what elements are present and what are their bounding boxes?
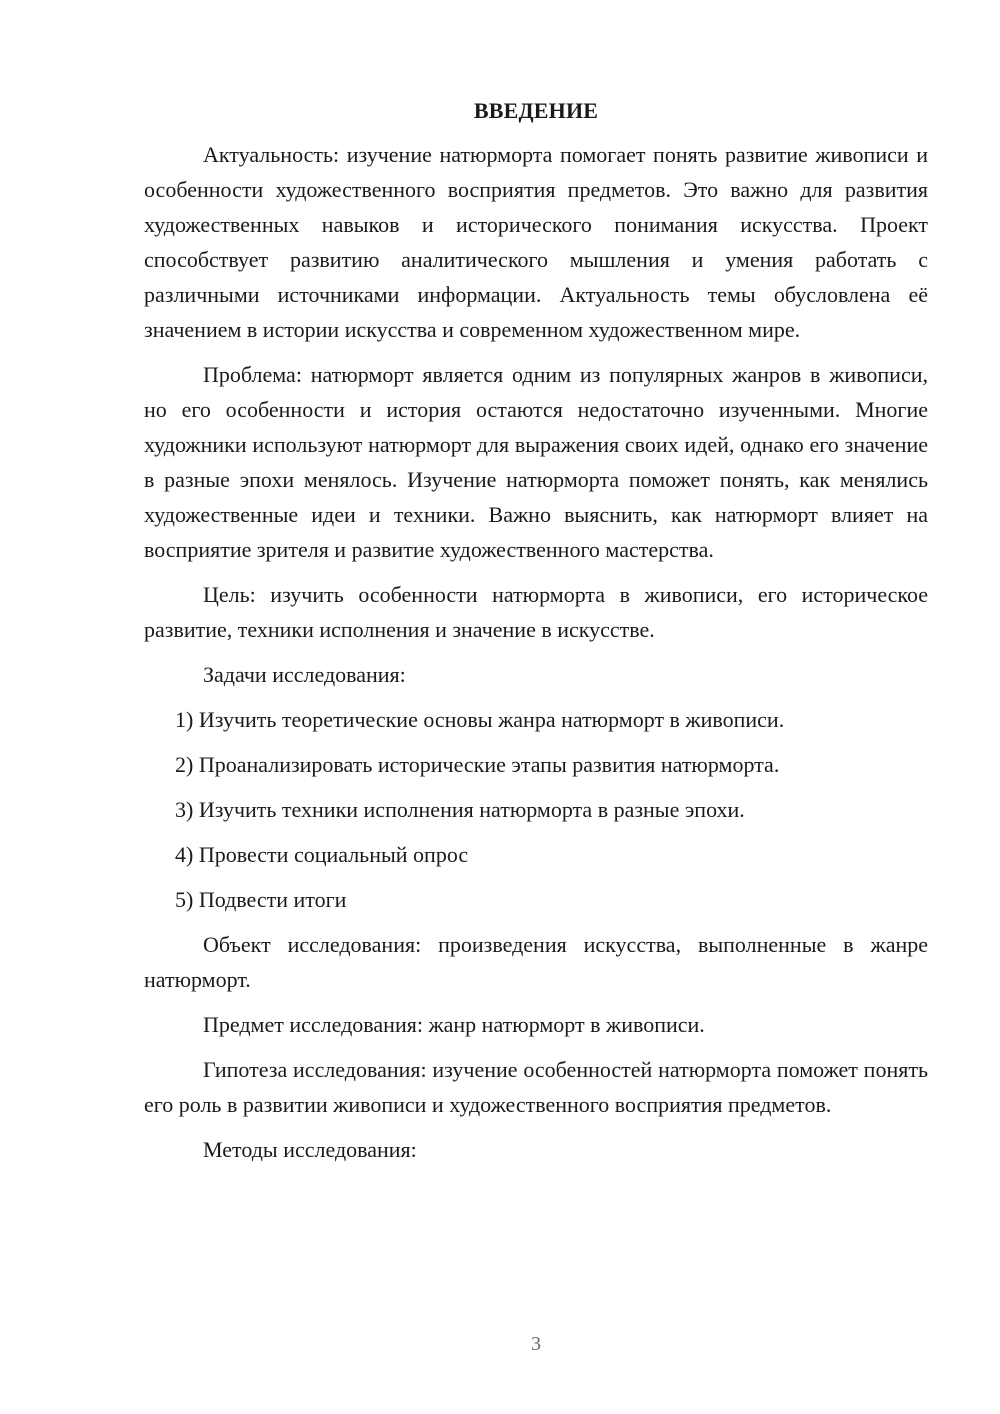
object-paragraph: Объект исследования: произведения искусства, выполненные в жанре натюрморт. — [144, 932, 928, 992]
list-item: 4) Провести социальный опрос — [175, 842, 469, 867]
list-item: 3) Изучить техники исполнения натюрморта в разные эпохи. — [175, 797, 745, 822]
list-item: 2) Проанализировать исторические этапы развития натюрморта. — [175, 752, 780, 777]
page-number: 3 — [531, 1333, 541, 1355]
methods-heading: Методы исследования: — [203, 1137, 417, 1162]
goal-paragraph: Цель: изучить особенности натюрморта в живописи, его историческое развитие, техники исполнения и значение в искусстве. — [144, 582, 928, 642]
problem-paragraph: Проблема: натюрморт является одним из популярных жанров в живописи, но его особенности и история остаются недостаточно изученными. Многие художники используют натюрморт для выражения своих идей, однако его значение в разные эпохи менялось. Изучение натюрморта поможет понять, как менялись художественные идеи и техники. Важно выяснить, как натюрморт влияет на восприятие зрителя и развитие художественного мастерства. — [144, 362, 928, 562]
list-item: 5) Подвести итоги — [175, 887, 347, 912]
document-page — [144, 94, 928, 1167]
hypothesis-paragraph: Гипотеза исследования: изучение особенностей натюрморта поможет понять его роль в развитии живописи и художественного восприятия предметов. — [144, 1057, 928, 1117]
tasks-heading: Задачи исследования: — [203, 662, 406, 687]
subject-paragraph: Предмет исследования: жанр натюрморт в живописи. — [203, 1012, 705, 1037]
relevance-paragraph: Актуальность: изучение натюрморта помогает понять развитие живописи и особенности художественного восприятия предметов. Это важно для развития художественных навыков и исторического понимания искусства. Проект способствует развитию аналитического мышления и умения работать с различными источниками информации. Актуальность темы обусловлена её значением в истории искусства и современном художественном мире. — [144, 142, 928, 342]
tasks-list — [144, 702, 928, 917]
list-item: 1) Изучить теоретические основы жанра натюрморт в живописи. — [175, 707, 785, 732]
page-title: ВВЕДЕНИЕ — [473, 98, 599, 123]
